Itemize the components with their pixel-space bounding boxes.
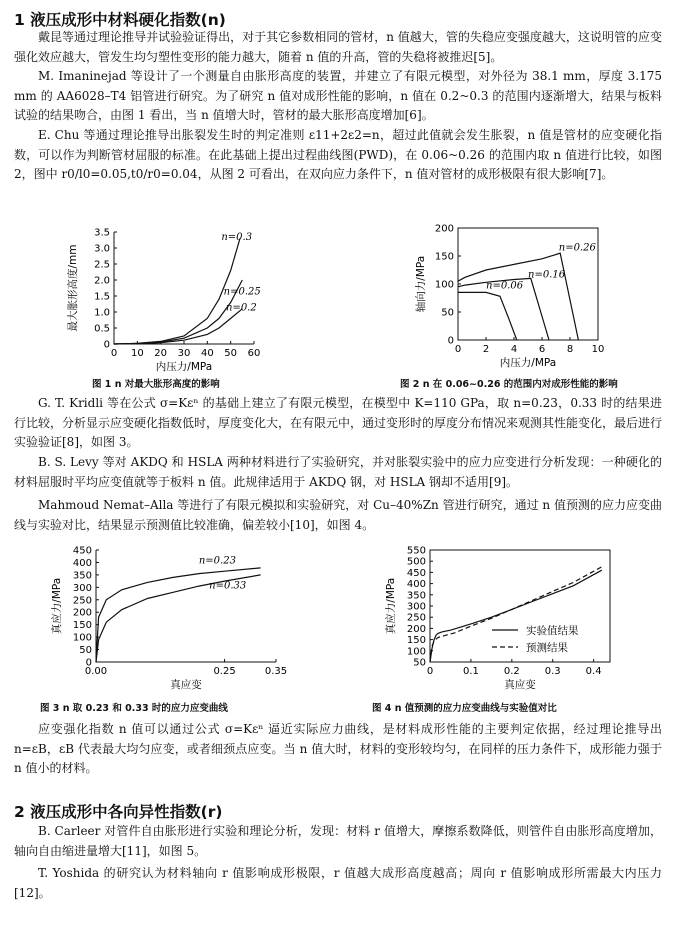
y-tick-label: 0 xyxy=(85,657,92,669)
x-tick-label: 0.00 xyxy=(84,666,108,677)
y-tick-label: 300 xyxy=(72,582,92,594)
series-line xyxy=(430,570,602,662)
x-tick-label: 60 xyxy=(247,348,261,359)
y-tick-label: 150 xyxy=(406,635,426,647)
series-label: n=0.16 xyxy=(528,269,566,281)
y-tick-label: 200 xyxy=(434,223,454,235)
y-axis-label: 真应力/MPa xyxy=(51,577,63,635)
series-label: n=0.25 xyxy=(223,286,261,298)
y-tick-label: 150 xyxy=(434,251,454,263)
y-tick-label: 50 xyxy=(79,645,92,657)
section2-heading: 2 液压成形中各向异性指数(r) xyxy=(14,803,223,821)
figure-4-caption: 图 4 n 值预测的应力应变曲线与实验值对比 xyxy=(372,703,557,714)
axis-frame xyxy=(96,550,276,662)
figure-4-chart xyxy=(372,542,642,697)
series-label: n=0.2 xyxy=(226,302,257,314)
series-label: n=0.3 xyxy=(221,232,253,243)
series-label: n=0.06 xyxy=(486,280,524,292)
series-label: n=0.23 xyxy=(198,555,236,567)
paragraph: 应变强化指数 n 值可以通过公式 σ=Kεⁿ 逼近实际应力曲线，是材料成形性能的主要判定依据，经过理论推导出 n=εB，εB 代表最大均匀应变，或者细颈点应变。当 n 值大时，材料的变形较均匀，在同样的压力条件下，成形能力强于 n 值小的材料。 xyxy=(14,722,662,775)
x-tick-label: 0.35 xyxy=(264,666,288,677)
paragraph: E. Chu 等通过理论推导出胀裂发生时的判定准则 ε11+2ε2=n，超过此值就会发生胀裂，n 值是管材的应变硬化指数，可以作为判断管材屈服的标准。在此基础上提出过程曲线图(PWD)，在 0.06~0.26 的范围内取 n 值进行比较，如图 2，图中 r0/l0=0.05,t0/r0=0.04，从图 2 可看出，在双向应力条件下，n 值对管材的成形极限有很大影响[7]。 xyxy=(14,128,662,181)
x-tick-label: 30 xyxy=(177,348,191,359)
figure-2-caption: 图 2 n 在 0.06~0.26 的范围内对成形性能的影响 xyxy=(400,379,618,390)
y-tick-label: 250 xyxy=(406,612,426,624)
y-tick-label: 250 xyxy=(72,595,92,607)
y-tick-label: 3.0 xyxy=(94,243,110,255)
y-tick-label: 50 xyxy=(413,657,426,669)
figure-1-caption: 图 1 n 对最大胀形高度的影响 xyxy=(92,379,220,390)
x-axis-label: 真应变 xyxy=(170,679,202,691)
x-tick-label: 0.25 xyxy=(213,666,236,677)
paragraph: G. T. Kridli 等在公式 σ=Kεⁿ 的基础上建立了有限元模型，在模型中 K=110 GPa，取 n=0.23，0.33 时的结果进行比较，分析显示应变硬化指数低时，厚度变化大，在有限元中，通过变形时的厚度分布情况来观测其性能变化，最后进行实验验证[8]，如图 3。 xyxy=(14,396,663,449)
figure-2-chart xyxy=(400,222,630,374)
x-tick-label: 0 xyxy=(110,348,118,359)
x-tick-label: 0.1 xyxy=(462,666,479,677)
y-tick-label: 200 xyxy=(406,623,426,635)
y-tick-label: 100 xyxy=(406,646,426,658)
x-axis-label: 内压力/MPa xyxy=(499,357,557,369)
y-tick-label: 400 xyxy=(406,579,426,591)
y-tick-label: 0 xyxy=(103,339,110,351)
paragraph: B. S. Levy 等对 AKDQ 和 HSLA 两种材料进行了实验研究，并对胀裂实验中的应力应变进行分析发现：一种硬化的材料屈服时平均应变值就等于板料 n 值。此规律适用于 AKDQ 钢，对 HSLA 钢却不适用[9]。 xyxy=(14,455,662,489)
y-tick-label: 100 xyxy=(72,632,92,644)
x-tick-label: 0.4 xyxy=(585,666,602,677)
x-tick-label: 0 xyxy=(426,666,434,677)
figure-3-chart xyxy=(40,542,300,697)
paragraph: B. Carleer 对管件自由胀形进行实验和理论分析，发现：材料 r 值增大，摩擦系数降低，则管件自由胀形高度增加，轴向自由缩进量增大[11]，如图 5。 xyxy=(14,824,662,858)
y-tick-label: 1.0 xyxy=(94,307,110,319)
y-tick-label: 400 xyxy=(72,557,92,569)
series-line xyxy=(430,567,602,662)
series-label: n=0.26 xyxy=(558,242,596,254)
y-tick-label: 200 xyxy=(72,607,92,619)
y-tick-label: 450 xyxy=(406,567,426,579)
y-tick-label: 1.5 xyxy=(94,291,110,303)
y-tick-label: 350 xyxy=(72,570,92,582)
legend-label: 实验值结果 xyxy=(526,625,579,637)
series-line xyxy=(458,253,578,340)
figure-1-chart xyxy=(60,224,275,374)
x-tick-label: 50 xyxy=(224,348,238,359)
figure-3 xyxy=(40,542,300,697)
figure-4 xyxy=(372,542,642,697)
figure-2 xyxy=(400,222,630,374)
x-tick-label: 4 xyxy=(510,344,518,355)
x-axis-label: 内压力/MPa xyxy=(155,361,213,373)
y-tick-label: 300 xyxy=(406,601,426,613)
series-label: n=0.33 xyxy=(209,580,247,592)
x-tick-label: 0 xyxy=(454,344,462,355)
y-tick-label: 150 xyxy=(72,620,92,632)
y-tick-label: 2.5 xyxy=(94,259,110,271)
paragraph: Mahmoud Nemat–Alla 等进行了有限元模拟和实验研究，对 Cu–40%Zn 管进行研究，通过 n 值预测的应力应变曲线与实验对比，结果显示预测值比较准确，偏差较小[10]，如图 4。 xyxy=(14,498,662,532)
y-axis-label: 轴向力/MPa xyxy=(415,255,427,313)
x-tick-label: 8 xyxy=(566,344,574,355)
y-tick-label: 350 xyxy=(406,590,426,602)
paragraph: M. Imaninejad 等设计了一个测量自由胀形高度的装置，并建立了有限元模型，对外径为 38.1 mm，厚度 3.175 mm 的 AA6028–T4 铝管进行研究。为了研究 n 值对成形性能的影响，n 值在 0.2~0.3 的范围内逐渐增大，结果与板料试验的结果吻合，由图 1 看出，当 n 值增大时，管材的最大胀形高度增加[6]。 xyxy=(14,69,662,122)
y-tick-label: 550 xyxy=(406,545,426,557)
x-tick-label: 0.3 xyxy=(544,666,561,677)
y-tick-label: 3.5 xyxy=(94,227,110,239)
x-tick-label: 2 xyxy=(482,344,490,355)
y-tick-label: 450 xyxy=(72,545,92,557)
y-axis-label: 最大胀形高度/mm xyxy=(67,244,79,332)
figure-1 xyxy=(60,224,275,374)
x-tick-label: 10 xyxy=(591,344,605,355)
x-tick-label: 6 xyxy=(538,344,546,355)
y-tick-label: 500 xyxy=(406,556,426,568)
figure-3-caption: 图 3 n 取 0.23 和 0.33 时的应力应变曲线 xyxy=(40,703,228,714)
y-tick-label: 0.5 xyxy=(94,323,110,335)
y-tick-label: 100 xyxy=(434,279,454,291)
paragraph: 戴昆等通过理论推导并试验验证得出，对于其它参数相同的管材，n 值越大，管的失稳应变强度越大，这说明管的应变强化效应越大，管发生均匀塑性变形的能力越大，随着 n 值的升高，管的失稳将被推迟[5]。 xyxy=(14,30,662,64)
y-axis-label: 真应力/MPa xyxy=(385,577,397,635)
x-tick-label: 20 xyxy=(154,348,168,359)
legend-label: 预测结果 xyxy=(526,642,568,654)
y-tick-label: 0 xyxy=(447,335,454,347)
paragraph: T. Yoshida 的研究认为材料轴向 r 值影响成形极限，r 值越大成形高度越高；周向 r 值影响成形所需最大内压力[12]。 xyxy=(14,866,662,900)
y-tick-label: 50 xyxy=(441,307,454,319)
x-axis-label: 真应变 xyxy=(504,679,536,691)
x-tick-label: 10 xyxy=(130,348,144,359)
series-line xyxy=(458,292,517,340)
x-tick-label: 0.2 xyxy=(503,666,520,677)
series-line xyxy=(114,238,240,344)
y-tick-label: 2.0 xyxy=(94,275,110,287)
x-tick-label: 40 xyxy=(200,348,214,359)
section1-heading: 1 液压成形中材料硬化指数(n) xyxy=(14,11,226,29)
